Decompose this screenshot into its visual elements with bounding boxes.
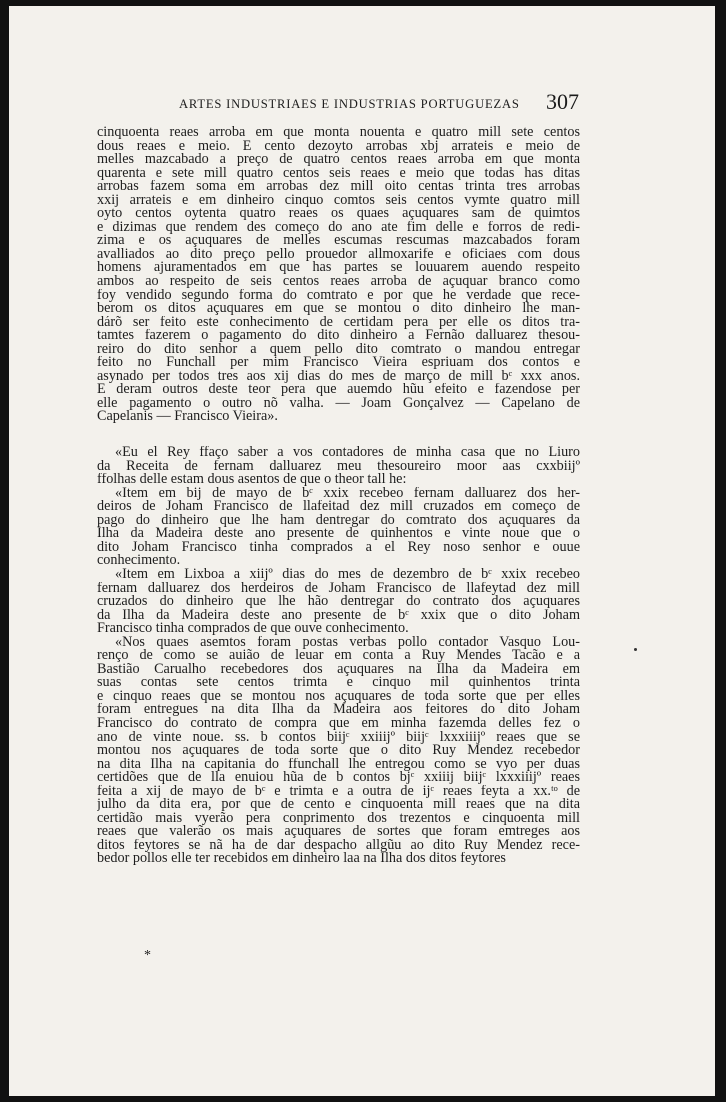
page-number: 307 [546,89,579,114]
page [9,6,715,1096]
text-line: ano de vinte noue. ss. b contos biijᶜ xxiiijº biijᶜ lxxxiiijº reaes que se [97,730,580,745]
text-line: conhecimento. [97,554,181,568]
text-line: renço de como se auião de leuar em conta a Ruy Mendes Tacão e a [97,649,580,663]
text-line: avalliados ao dito preço pello prouedor allmoxarife e oficiaes com dous [97,247,580,262]
text-line: zima e os açuquares de melles escumas rescumas mazcabados foram [97,234,580,248]
asterisk-mark: * [144,948,151,963]
text-line: cinquoenta reaes arroba em que monta nouenta e quatro mill sete centos [97,126,580,140]
text-line: asynado per todos tres aos xij dias do mes de março de mill bᶜ xxx anos. [97,369,580,384]
text-line: bedor pollos elle ter recebidos em dinheiro laa na Ilha dos ditos feytores [97,852,506,866]
text-line: da Receita de fernam dalluarez meu thesoureiro moor aas cxxbiijº [97,459,580,474]
text-line: Capelanis — Francisco Vieira». [97,410,278,425]
text-line: julho da dita era, por que de cento e cinquoenta mill reaes que na dita [97,798,580,812]
text-line: da Ilha da Madeira deste ano presente de bᶜ xxix que o dito Joham [97,608,580,623]
text-line: arrobas fazem soma em arrobas dez mill oito centas trinta tres arrobas [97,180,580,194]
text-line: quarenta e sete mill quatro centos seis reaes e meio que todas has ditas [97,166,580,181]
text-line: tamtes fazerem o pagamento do dito dinheiro a Fernão dalluarez thesou- [97,329,580,343]
text-line: ditos feytores se nã ha de dar despacho allgũu ao dito Ruy Mendez rece- [97,838,580,853]
running-header [99,86,589,116]
text-line: foram entregues na dita Ilha da Madeira aos feitores do dito Joham [97,703,580,717]
text-line: cruzados do dinheiro que lhe hão dentregar do contrato dos açuquares [97,595,580,609]
text-line: reiro do dito senhor a quem pello dito comtrato o mandou entregar [97,342,580,357]
text-line: e cinquo reaes que se montou nos açuquares de toda sorte que per elles [97,689,580,704]
text-line: xxij arrateis e em dinheiro cinquo comtos seis centos vymte quatro mill [97,193,580,208]
text-line: ambos ao respeito de seis centos reaes arroba de açuquar branco como [97,275,580,289]
text-line: na dita Ilha na capitania do ffunchall lhe entregou como se vyo per duas [97,757,580,772]
text-line: fernam dalluarez dos herdeiros de Joham Francisco de llafeytad dez mill [97,581,580,596]
text-line: e dizimas que rendem des começo do ano ate fim delle e forros de redi- [97,220,580,235]
body-text [97,126,580,866]
text-line: Bastião Carualho recebedores dos açuquares na Ilha da Madeira em [97,662,580,677]
text-line: «Nos quaes asemtos foram postas verbas pollo contador Vasquo Lou- [115,635,580,650]
paragraph-gap [97,424,580,446]
text-line: dous reaes e meio. E cento dezoyto arrobas xbj arrateis e meio de [97,139,580,154]
text-line: «Item em bij de mayo de bᶜ xxix recebeo fernam dalluarez dos her- [115,486,580,501]
text-line: dárõ ser feito este conhecimento de certidam pera per elle os ditos tra- [97,315,580,330]
text-line: Francisco tinha comprados de que ouve conhecimento. [97,622,409,636]
text-line: ffolhas delle estam dous asentos de que o theor tall he: [97,473,407,487]
header-title: ARTES INDUSTRIAES E INDUSTRIAS PORTUGUEZAS [179,97,520,111]
text-line: foy vendido segundo forma do comtrato e por que he verdade que rece- [97,288,580,303]
paragraph [97,126,580,424]
text-line: «Eu el Rey ffaço saber a vos contadores de minha casa que no Liuro [115,446,580,460]
text-line: certidões que de lla enuiou hũa de b contos bjᶜ xxiiij biijᶜ lxxxiiijº reaes [97,771,580,785]
text-line: reaes que valerão os mais açuquares de sortes que foram emtreges aos [97,825,580,839]
text-line: «Item em Lixboa a xiijº dias do mes de dezembro de bᶜ xxix recebeo [115,567,580,582]
text-line: Ilha da Madeira deste ano presente de quinhentos e vinte noue que o [97,527,580,541]
scan-speck [634,648,637,651]
text-line: certidão mais vyerão pera conprimento dos trezentos e cinquoenta mill [97,811,580,826]
paragraph [97,446,580,487]
text-line: deiros de Joham Francisco de llafeitad dez mill cruzados em começo de [97,500,580,514]
text-line: elle pagamento o outro nõ valha. — Joam Gonçalvez — Capelano de [97,396,580,411]
text-line: homens ajuramentados em que has partes se louuarem auendo respeito [97,261,580,276]
text-line: oyto centos oytenta quatro reaes os quaes açuquares sam de quimtos [97,207,580,221]
text-line: suas contas sete centos trimta e cinquo mil quinhentos trinta [97,676,580,690]
paragraph [97,568,580,636]
text-line: montou nos açuquares de toda sorte que o dito Ruy Mendez recebedor [97,744,580,758]
text-line: melles mazcabado a preço de quatro centos reaes arroba em que monta [97,153,580,167]
text-line: berom os ditos açuquares em que se montou o dito dinheiro lhe man- [97,302,580,316]
text-line: feito no Funchall per mim Francisco Vieira espriuam dos contos e [97,356,580,370]
paragraph [97,487,580,568]
text-line: pago do dinheiro que lhe ham dentregar do comtrato dos açuquares da [97,513,580,528]
text-line: E deram outros deste teor pera que auemdo hũu efeito e fazendose per [97,383,580,397]
text-line: dito Joham Francisco tinha comprados a el Rey noso senhor e ouue [97,540,580,555]
text-line: Francisco do contrato de compra que em minha fazemda delles fez o [97,716,580,731]
text-line: feita a xij de mayo de bᶜ e trimta e a outra de ijᶜ reaes feyta a xx.ᵗᵒ de [97,784,580,799]
paragraph [97,636,580,866]
